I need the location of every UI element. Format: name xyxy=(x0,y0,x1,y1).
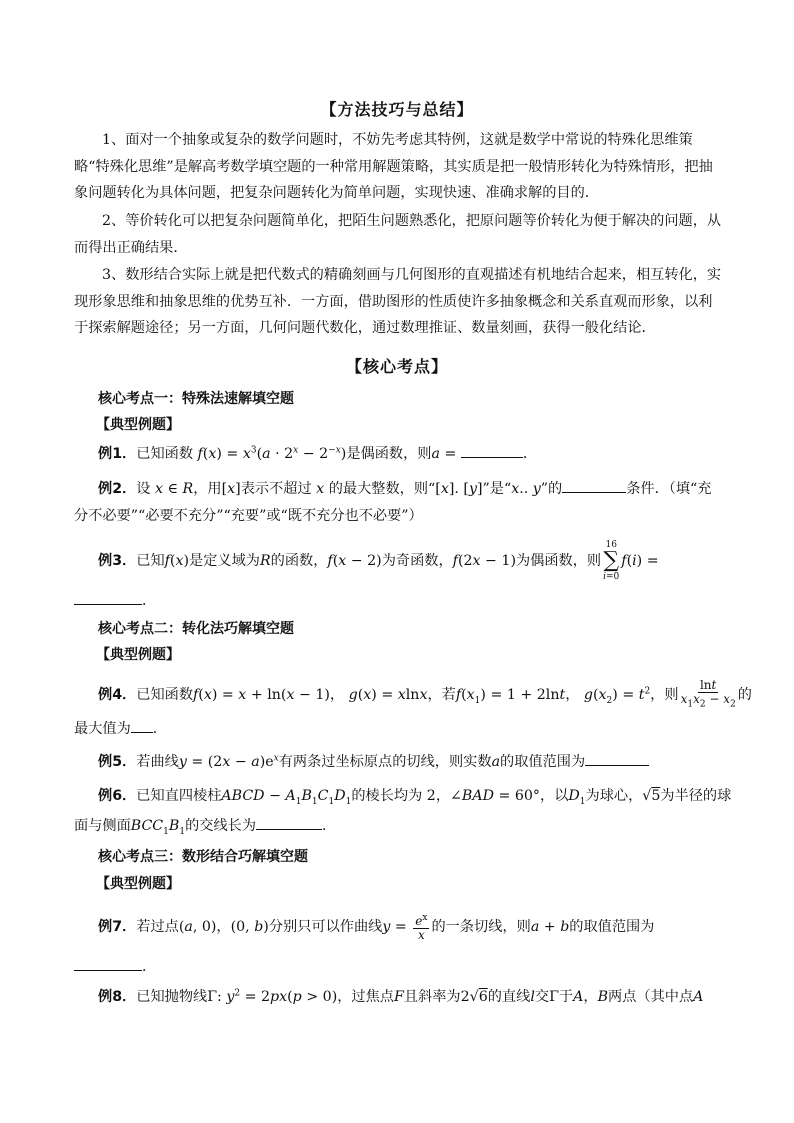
e2-f: ”的 xyxy=(540,481,563,497)
e8-d: 的直线 xyxy=(487,989,531,1005)
e8-b: ，过焦点 xyxy=(337,989,394,1005)
example-5: 例5．若曲线$y = (2x - a)e^x$有两条过坐标原点的切线，则实数a的取值范围为 xyxy=(98,751,649,771)
example-1: 例1．已知函数 $f(x) = x^3(a \cdot 2^x - 2^{-x})$是偶函数，则a = ． xyxy=(98,443,537,463)
example-4-line2 xyxy=(74,718,167,738)
e6-d: 为球心， xyxy=(585,788,643,804)
e2-b: ，用 xyxy=(193,481,222,497)
example-4-label: 例4． xyxy=(98,687,137,704)
fraction: $\frac{e^x}{x}$ xyxy=(415,913,428,942)
typical-examples-1: 【典型例题】 xyxy=(96,417,180,433)
e3-a: 已知 xyxy=(136,553,165,569)
e4-c: ，则 xyxy=(650,687,679,704)
example-3-line2 xyxy=(74,590,156,610)
e4-b: ，若 xyxy=(427,687,456,704)
fraction: $\frac{\ln t}{x_1x_2 - x_2}$ xyxy=(680,678,736,710)
answer-blank xyxy=(562,478,626,493)
e6-c: ，以 xyxy=(540,788,569,804)
example-7: 例7．若过点(a, 0)，(0, b)分别只可以作曲线y = $\frac{e^x}{x}$ 的一条切线，则a + b的取值范围为 xyxy=(98,913,655,942)
paragraph-2 xyxy=(74,208,724,261)
example-2-label: 例2． xyxy=(98,481,137,497)
e5-c: 的取值范围为 xyxy=(500,754,586,770)
e4-a: 已知函数 xyxy=(136,687,194,704)
core-point-1: 核心考点一：特殊法速解填空题 xyxy=(98,391,294,407)
example-2: 例2．设 x ∈ R，用[x]表示不超过 x 的最大整数，则“[x]. [y]”是“x.. y”的 条件．（填“充 xyxy=(98,478,712,498)
example-7-line2 xyxy=(74,956,156,976)
period: ． xyxy=(142,593,157,609)
e8-g: 两点（其中点 xyxy=(608,989,694,1005)
example-3-label: 例3． xyxy=(98,553,137,569)
e3-e: 为偶函数，则 xyxy=(515,553,602,569)
period: ． xyxy=(142,959,157,975)
e5-a: 若曲线 xyxy=(136,754,179,770)
paragraph-1 xyxy=(74,127,724,207)
e6-a: 已知直四棱柱 xyxy=(136,788,222,804)
e8-c: 且斜率为 xyxy=(403,989,461,1005)
core-point-3: 核心考点三：数形结合巧解填空题 xyxy=(98,849,308,865)
paragraph-3 xyxy=(74,262,724,342)
e6-line2a: 面与侧面 xyxy=(74,818,131,834)
e8-e: 交 xyxy=(534,989,550,1005)
e4-line2: 最大值为 xyxy=(74,721,131,737)
e7-c: 的一条切线，则 xyxy=(431,919,531,935)
answer-blank xyxy=(74,590,142,605)
period: ． xyxy=(322,818,337,834)
answer-blank xyxy=(585,751,649,766)
method-title: 【方法技巧与总结】 xyxy=(320,100,474,119)
e2-a: 设 xyxy=(136,481,151,497)
e2-g: 条件．（填“充 xyxy=(626,481,712,497)
e6-line2b: 的交线长为 xyxy=(185,818,257,834)
e6-e: 为半径的球 xyxy=(660,788,732,804)
typical-examples-3: 【典型例题】 xyxy=(96,876,180,892)
sum-symbol: 16 ∑ i=0 xyxy=(603,540,620,582)
answer-blank xyxy=(131,718,153,733)
core-point-2: 核心考点二：转化法巧解填空题 xyxy=(98,621,294,637)
e3-c: 的函数， xyxy=(270,553,328,569)
e2-d: 的最大整数，则“ xyxy=(328,481,436,497)
example-8: 例8．已知抛物线Γ: $y^2 = 2px(p > 0)$，过焦点F且斜率为2√6的直线l交Γ于A，B两点（其中点A xyxy=(98,988,704,1005)
answer-blank xyxy=(74,956,142,971)
paragraph-3-text: 3、数形结合实际上就是把代数式的精确刻画与几何图形的直观描述有机地结合起来，相互转化，实现形象思维和抽象思维的优势互补．一方面，借助图形的性质使许多抽象概念和关系直观而形象，以利于探索解题途径；另一方面，几何问题代数化，通过数理推证、数量刻画，获得一般化结论． xyxy=(74,267,722,336)
period: ． xyxy=(522,446,538,462)
example-7-label: 例7． xyxy=(98,919,137,935)
e3-b: 是定义域为 xyxy=(189,553,260,569)
example-1-text: 已知函数 xyxy=(136,446,194,462)
period: ． xyxy=(152,721,167,737)
example-6-line2: 面与侧面$BCC_1B_1$的交线长为 ． xyxy=(74,815,336,837)
example-1-label: 例1． xyxy=(98,446,137,462)
e2-c: 表示不超过 xyxy=(240,481,312,497)
example-6-label: 例6． xyxy=(98,788,137,804)
e6-b: 的棱长均为 2， xyxy=(351,788,451,804)
answer-blank xyxy=(256,815,322,830)
example-4: 例4．已知函数f(x) = x + ln(x − 1)， g(x) = xlnx，若$f(x_1) = 1 + 2\ln t$， $g(x_2) = t^2$，则 $\frac{\ln t}{x_1x_2 - x_2}$ 的 xyxy=(98,678,752,710)
e5-b: 有两条过坐标原点的切线，则实数 xyxy=(278,754,492,770)
e3-d: 为奇函数， xyxy=(381,553,453,569)
paragraph-2-text: 2、等价转化可以把复杂问题简单化，把陌生问题熟悉化，把原问题等价转化为便于解决的问题，从而得出正确结果． xyxy=(74,213,722,256)
answer-blank xyxy=(461,443,523,458)
e8-a: 已知抛物线 xyxy=(136,989,208,1005)
e8-f: 于 xyxy=(558,989,574,1005)
paragraph-1-text: 1、面对一个抽象或复杂的数学问题时，不妨先考虑其特例，这就是数学中常说的特殊化思维策略“特殊化思维”是解高考数学填空题的一种常用解题策略，其实质是把一般情形转化为特殊情形，把抽象问题转化为具体问题，把复杂问题转化为简单问题，实现快速、准确求解的目的． xyxy=(74,132,713,201)
example-8-label: 例8． xyxy=(98,989,137,1005)
e7-b: 分别只可以作曲线 xyxy=(268,919,383,935)
e7-d: 的取值范围为 xyxy=(569,919,655,935)
example-1-mid: 是偶函数，则 xyxy=(346,446,432,462)
example-5-label: 例5． xyxy=(98,754,137,770)
example-2-line2: 分不必要”“必要不充分”“充要”或“既不充分也不必要”） xyxy=(74,508,423,524)
typical-examples-2: 【典型例题】 xyxy=(96,647,180,663)
core-title: 【核心考点】 xyxy=(345,357,448,376)
example-6: 例6．已知直四棱柱ABCD − $A_1B_1C_1D_1$的棱长均为 2，∠BAD = 60°，以$D_1$为球心，√5为半径的球 xyxy=(98,788,732,807)
example-3: 例3．已知f(x)是定义域为R的函数，f(x − 2)为奇函数，f(2x − 1)为偶函数，则 16 ∑ i=0 f(i) = xyxy=(98,540,659,582)
e7-a: 若过点 xyxy=(136,919,179,935)
e4-d: 的 xyxy=(737,687,752,704)
e2-e: ”是“ xyxy=(482,481,512,497)
